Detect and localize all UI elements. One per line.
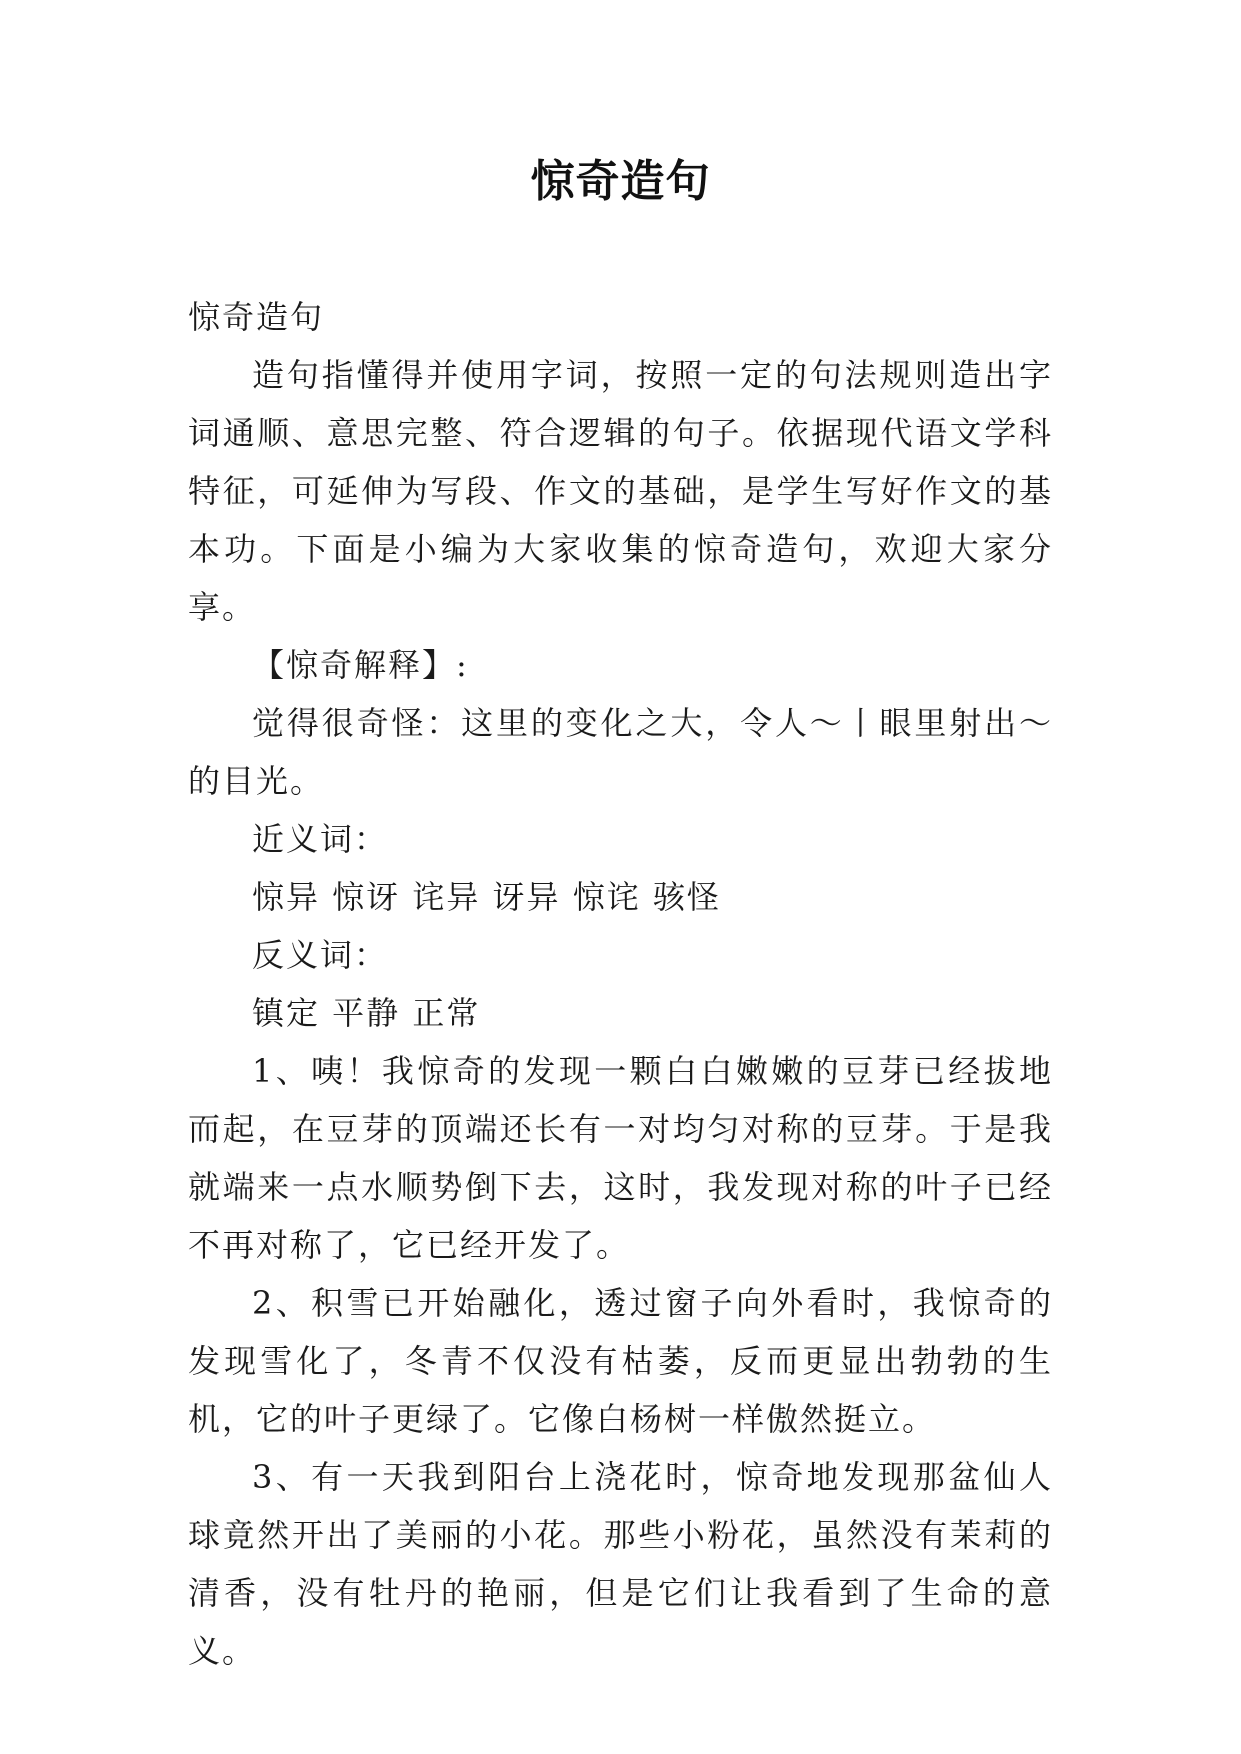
- paragraph-heading: 惊奇造句: [188, 298, 325, 336]
- document-body: [188, 288, 1053, 1680]
- paragraph-explanation-label: 【惊奇解释】:: [252, 646, 469, 684]
- paragraph-intro: 造句指懂得并使用字词，按照一定的句法规则造出字词通顺、意思完整、符合逻辑的句子。依据现代语文学科特征，可延伸为写段、作文的基础，是学生写好作文的基本功。下面是小编为大家收集的惊奇造句，欢迎大家分享。: [188, 356, 1053, 626]
- document-title: 惊奇造句: [530, 156, 711, 207]
- paragraph-antonyms-label: 反义词：: [252, 936, 389, 974]
- paragraph-example-1: 1、咦！我惊奇的发现一颗白白嫩嫩的豆芽已经拔地而起，在豆芽的顶端还长有一对均匀对称的豆芽。于是我就端来一点水顺势倒下去，这时，我发现对称的叶子已经不再对称了，它已经开发了。: [188, 1052, 1053, 1264]
- paragraph-antonyms: 镇定 平静 正常: [252, 994, 481, 1032]
- paragraph-synonyms: 惊异 惊讶 诧异 讶异 惊诧 骇怪: [252, 878, 721, 916]
- paragraph-example-2: 2、积雪已开始融化，透过窗子向外看时，我惊奇的发现雪化了，冬青不仅没有枯萎，反而更显出勃勃的生机，它的叶子更绿了。它像白杨树一样傲然挺立。: [188, 1284, 1053, 1438]
- paragraph-example-3: 3、有一天我到阳台上浇花时，惊奇地发现那盆仙人球竟然开出了美丽的小花。那些小粉花，虽然没有茉莉的清香，没有牡丹的艳丽，但是它们让我看到了生命的意义。: [188, 1458, 1053, 1670]
- paragraph-explanation: 觉得很奇怪：这里的变化之大，令人～丨眼里射出～的目光。: [188, 704, 1053, 800]
- paragraph-synonyms-label: 近义词：: [252, 820, 389, 858]
